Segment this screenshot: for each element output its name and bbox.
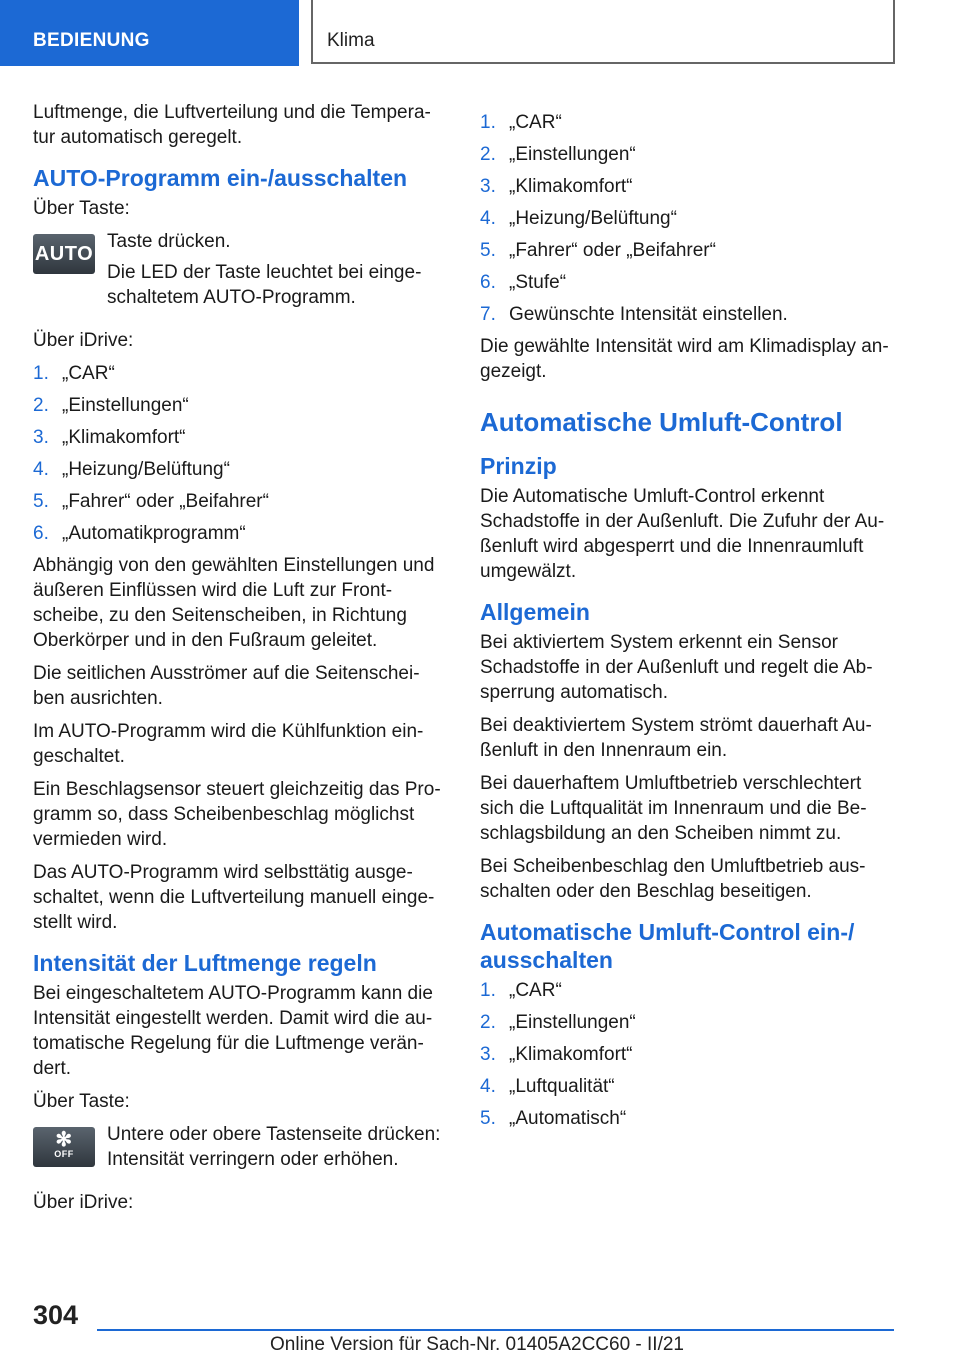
via-button-label-2: Über Taste: [33,1091,130,1112]
list-text: „Einstellungen“ [62,395,189,416]
list-text: „Klimakomfort“ [62,427,186,448]
heading-allgemein: Allgemein [480,599,590,625]
list-number: 6. [480,272,496,293]
distribution-paragraph: Abhängig von den gewählten Einstellungen und äußeren Einflüssen wird die Luft zur Front-scheibe, zu den Seitenscheiben, in Richtung Oberkörper und in den Fußraum geleitet. [33,555,435,651]
allgemein-paragraph-2: Bei deaktiviertem System strömt dauerhaft Au-ßenluft in den Innenraum ein. [480,715,872,761]
fan-press-text: Untere oder obere Tastenseite drücken: Intensität verringern oder erhöhen. [107,1124,441,1170]
list-text: „CAR“ [509,112,562,133]
list-text: „Einstellungen“ [509,1012,636,1033]
list-number: 5. [33,491,49,512]
list-number: 4. [480,208,496,229]
intro-paragraph: Luftmenge, die Luftverteilung und die Tempera-tur automatisch geregelt. [33,102,431,148]
page-number: 304 [33,1300,79,1330]
list-number: 4. [33,459,49,480]
vents-paragraph: Die seitlichen Ausströmer auf die Seitenschei-ben ausrichten. [33,663,420,709]
list-text: „CAR“ [509,980,562,1001]
list-number: 1. [480,112,496,133]
idrive-steps-intensity [480,110,892,327]
list-item [480,978,892,1003]
idrive-steps-umluft [480,978,892,1131]
intensity-shown-paragraph: Die gewählte Intensität wird am Klimadisplay an-gezeigt. [480,336,889,382]
list-text: „Fahrer“ oder „Beifahrer“ [509,240,716,261]
list-text: „Fahrer“ oder „Beifahrer“ [62,491,269,512]
via-idrive-label: Über iDrive: [33,330,134,351]
cooling-paragraph: Im AUTO-Programm wird die Kühlfunktion ein-geschaltet. [33,721,424,767]
intensity-paragraph: Bei eingeschaltetem AUTO-Programm kann die Intensität eingestellt werden. Damit wird die au-tomatische Regelung für die Luftmenge verän-dert. [33,983,433,1079]
list-item [480,142,892,167]
list-item [480,302,892,327]
list-item [33,393,443,418]
right-column [480,100,892,1138]
list-text: „Einstellungen“ [509,144,636,165]
list-item [33,457,443,482]
allgemein-paragraph-4: Bei Scheibenbeschlag den Umluftbetrieb aus-schalten oder den Beschlag beseitigen. [480,856,866,902]
auto-press-text: Taste drücken. [107,231,231,252]
list-item [480,206,892,231]
allgemein-paragraph-3: Bei dauerhaftem Umluftbetrieb verschlechtert sich die Luftqualität im Innenraum und die Be-schlagsbildung an den Scheiben nimmt zu. [480,773,867,844]
heading-umluft-onoff: Automatische Umluft-Control ein-/ ausschalten [480,919,855,973]
list-item [33,361,443,386]
idrive-steps-auto [33,361,443,546]
heading-auto-program: AUTO-Programm ein-/ausschalten [33,165,408,191]
list-number: 5. [480,240,496,261]
list-text: „Heizung/Belüftung“ [62,459,230,480]
list-item [480,270,892,295]
fan-button-icon [33,1127,95,1167]
fan-icon: ✻ [55,1129,73,1151]
list-number: 1. [480,980,496,1001]
list-item [480,1074,892,1099]
list-text: „Luftqualität“ [509,1076,615,1097]
via-idrive-label-2: Über iDrive: [33,1192,134,1213]
list-item [33,489,443,514]
heading-prinzip: Prinzip [480,453,557,479]
list-number: 3. [33,427,49,448]
list-number: 4. [480,1076,496,1097]
auto-button-icon: AUTO [33,234,95,274]
list-item [33,521,443,546]
list-item [480,1010,892,1035]
list-number: 3. [480,1044,496,1065]
list-text: Gewünschte Intensität einstellen. [509,304,788,325]
list-text: „Stufe“ [509,272,567,293]
list-number: 5. [480,1108,496,1129]
via-button-label: Über Taste: [33,198,130,219]
fan-button-row [33,1122,443,1172]
list-number: 2. [480,144,496,165]
section-tab [0,0,299,66]
list-text: „Automatikprogramm“ [62,523,246,544]
list-item [480,110,892,135]
heading-umluft: Automatische Umluft-Control [480,407,843,437]
list-item [480,1106,892,1131]
list-number: 6. [33,523,49,544]
list-number: 2. [480,1012,496,1033]
list-text: „Klimakomfort“ [509,176,633,197]
page-header [0,0,960,66]
list-text: „Automatisch“ [509,1108,627,1129]
list-item [33,425,443,450]
list-item [480,174,892,199]
fog-sensor-paragraph: Ein Beschlagsensor steuert gleichzeitig das Pro-gramm so, dass Scheibenbeschlag möglichst vermieden wird. [33,779,441,850]
list-text: „Klimakomfort“ [509,1044,633,1065]
prinzip-paragraph: Die Automatische Umluft-Control erkennt Schadstoffe in der Außenluft. Die Zufuhr der Au-ßenluft wird abgesperrt und die Innenraumluft umgewälzt. [480,486,885,582]
list-text: „CAR“ [62,363,115,384]
list-number: 7. [480,304,496,325]
list-text: „Heizung/Belüftung“ [509,208,677,229]
heading-intensity: Intensität der Luftmenge regeln [33,950,377,976]
section-label: BEDIENUNG [33,30,150,51]
auto-button-row [33,229,443,310]
list-number: 2. [33,395,49,416]
list-number: 1. [33,363,49,384]
allgemein-paragraph-1: Bei aktiviertem System erkennt ein Sensor Schadstoffe in der Außenluft und regelt die Ab-sperrung automatisch. [480,632,873,703]
list-number: 3. [480,176,496,197]
auto-off-paragraph: Das AUTO-Programm wird selbsttätig ausge-schaltet, wenn die Luftverteilung manuell einge-stellt wird. [33,862,435,933]
footer-text: Online Version für Sach-Nr. 01405A2CC60 - II/21 [270,1334,685,1355]
chapter-box [311,0,895,64]
left-column [33,100,443,1223]
footer-rule [97,1329,894,1331]
list-item [480,238,892,263]
chapter-label: Klima [327,30,375,51]
fan-off-label: OFF [54,1149,74,1159]
list-item [480,1042,892,1067]
auto-led-text: Die LED der Taste leuchtet bei einge-schaltetem AUTO-Programm. [107,262,422,308]
